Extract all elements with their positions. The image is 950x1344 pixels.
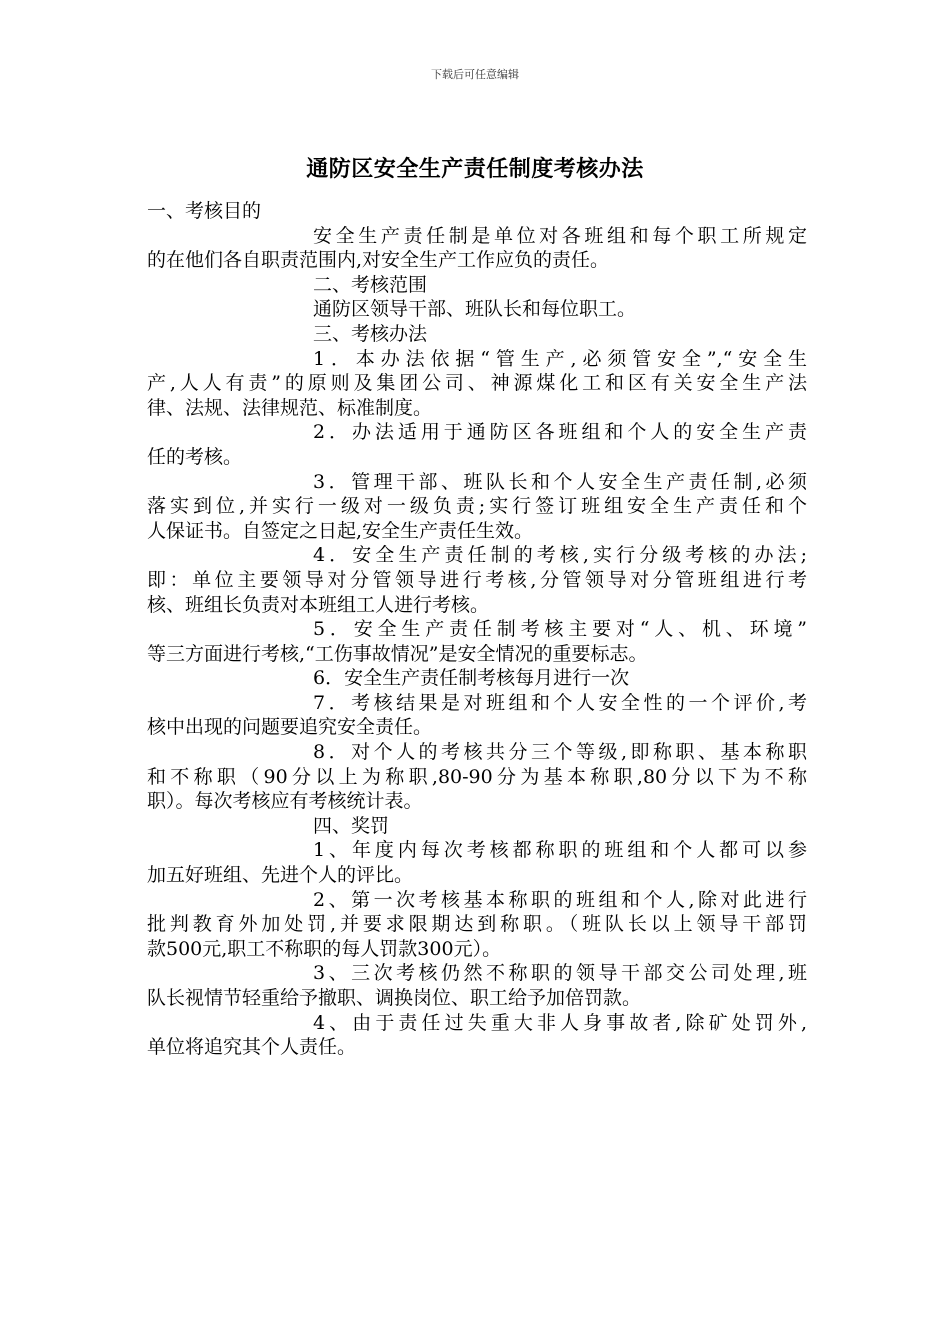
text-line: 2、第一次考核基本称职的班组和个人,除对此进行 xyxy=(313,888,807,911)
text-line: 3、三次考核仍然不称职的领导干部交公司处理,班 xyxy=(313,962,807,985)
text-line: 人保证书。自签定之日起,安全生产责任生效。 xyxy=(147,519,534,542)
text-line: 二、考核范围 xyxy=(313,273,428,296)
text-line: 任的考核。 xyxy=(147,445,243,468)
text-line: 产,人人有责”的原则及集团公司、神源煤化工和区有关安全生产法 xyxy=(147,372,807,395)
text-line: 即：单位主要领导对分管领导进行考核,分管领导对分管班组进行考 xyxy=(147,568,807,591)
document-title: 通防区安全生产责任制度考核办法 xyxy=(306,157,644,182)
text-line: 一、考核目的 xyxy=(147,200,262,222)
text-line: 职）。每次考核应有考核统计表。 xyxy=(147,790,423,813)
document-body xyxy=(147,199,807,1060)
text-line: 批判教育外加处罚,并要求限期达到称职。（班队长以上领导干部罚 xyxy=(147,913,807,936)
text-line: 和不称职（90分以上为称职,80-90分为基本称职,80分以下为不称 xyxy=(147,765,807,788)
text-line: 四、奖罚 xyxy=(313,814,390,837)
text-line: 三、考核办法 xyxy=(313,322,428,345)
text-line: 律、法规、法律规范、标准制度。 xyxy=(147,396,433,419)
header-note: 下载后可任意编辑 xyxy=(431,68,519,81)
text-line: 等三方面进行考核,“工伤事故情况”是安全情况的重要标志。 xyxy=(147,642,648,665)
text-line: 3．管理干部、班队长和个人安全生产责任制,必须 xyxy=(313,470,807,493)
text-line: 款500元,职工不称职的每人罚款300元）。 xyxy=(147,937,502,960)
text-line: 核、班组长负责对本班组工人进行考核。 xyxy=(147,593,490,616)
text-line: 核中出现的问题要追究安全责任。 xyxy=(147,716,433,739)
text-line: 安全生产责任制是单位对各班组和每个职工所规定 xyxy=(313,224,807,247)
text-line: 4、由于责任过失重大非人身事故者,除矿处罚外, xyxy=(313,1011,807,1034)
text-line: 单位将追究其个人责任。 xyxy=(147,1036,357,1059)
text-line: 的在他们各自职责范围内,对安全生产工作应负的责任。 xyxy=(147,249,610,272)
text-line: 7．考核结果是对班组和个人安全性的一个评价,考 xyxy=(313,691,807,714)
text-line: 8．对个人的考核共分三个等级,即称职、基本称职 xyxy=(313,741,807,764)
text-line: 4．安全生产责任制的考核,实行分级考核的办法; xyxy=(313,544,807,567)
text-line: 加五好班组、先进个人的评比。 xyxy=(147,864,414,887)
text-line: 通防区领导干部、班队长和每位职工。 xyxy=(313,298,637,321)
text-line: 1、年度内每次考核都称职的班组和个人都可以参 xyxy=(313,839,807,862)
text-line: 2．办法适用于通防区各班组和个人的安全生产责 xyxy=(313,421,807,444)
text-line: 落实到位,并实行一级对一级负责;实行签订班组安全生产责任和个 xyxy=(147,495,807,518)
text-line: 5．安全生产责任制考核主要对“人、机、环境” xyxy=(313,618,807,641)
text-line: 1．本办法依据“管生产,必须管安全”,“安全生 xyxy=(313,347,807,370)
text-line: 6．安全生产责任制考核每月进行一次 xyxy=(313,667,630,690)
text-line: 队长视情节轻重给予撤职、调换岗位、职工给予加倍罚款。 xyxy=(147,987,642,1009)
